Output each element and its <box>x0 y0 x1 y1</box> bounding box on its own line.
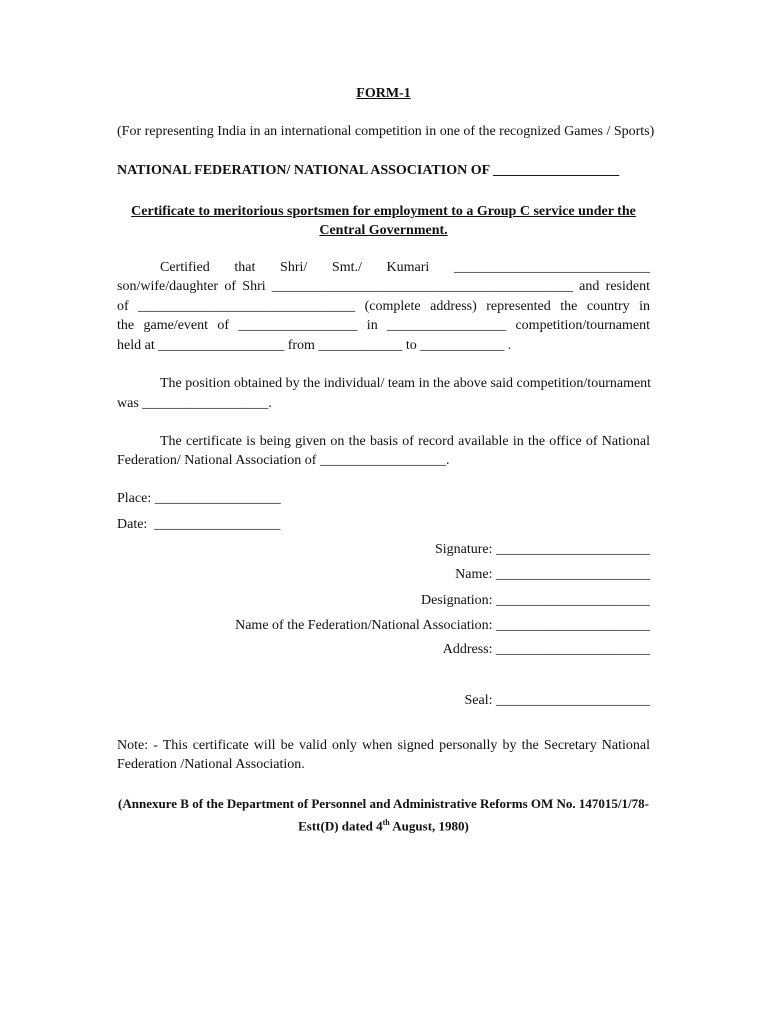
note-line2: Federation /National Association. <box>117 757 305 772</box>
annexure-line2-b: August, 1980) <box>389 818 469 834</box>
p1-word-shri: Shri/ <box>280 260 308 275</box>
annexure-reference <box>117 794 650 835</box>
federation-name-field[interactable]: Name of the Federation/National Association: ______________________ <box>235 618 650 633</box>
p1-word-smt: Smt./ <box>331 260 362 275</box>
name-field[interactable]: Name: ______________________ <box>455 567 650 582</box>
paragraph2-line1: The position obtained by the individual/ team in the above said competition/tournament <box>160 376 652 391</box>
p1-word-that: that <box>234 260 256 275</box>
signature-field[interactable]: Signature: ______________________ <box>434 542 650 557</box>
paragraph3-line1: The certificate is being given on the basis of record available in the office of National <box>160 434 650 449</box>
form-title: FORM-1 <box>356 86 411 101</box>
paragraph1-line5: held at __________________ from ____________ to ____________ . <box>117 338 512 353</box>
certificate-heading-line2: Central Government. <box>319 223 448 238</box>
annexure-line1: (Annexure B of the Department of Personnel and Administrative Reforms OM No. 147015/1/78- <box>118 796 649 811</box>
note-line1: Note: - This certificate will be valid only when signed personally by the Secretary National <box>117 738 650 753</box>
certificate-heading <box>117 202 650 240</box>
p1-word-kumari: Kumari <box>386 260 430 275</box>
paragraph1-line3: of _______________________________ (complete address) represented the country in <box>117 299 650 314</box>
certificate-heading-line1: Certificate to meritorious sportsmen for employment to a Group C service under the <box>131 204 636 219</box>
paragraph2-line2: was __________________. <box>117 396 272 411</box>
paragraph1-line4: the game/event of _________________ in _________________ competition/tournament <box>117 318 650 333</box>
annexure-line2-sup: th <box>382 818 390 827</box>
form-subtitle: (For representing India in an international competition in one of the recognized Games / Sports) <box>117 124 655 139</box>
annexure-line2-a: Estt(D) dated 4 <box>298 818 383 834</box>
paragraph1-line1 <box>117 258 650 277</box>
place-field[interactable]: Place: __________________ <box>117 491 281 506</box>
p1-name-blank: ____________________________ <box>453 260 650 275</box>
designation-field[interactable]: Designation: ______________________ <box>420 593 650 608</box>
paragraph1-line2: son/wife/daughter of Shri ___________________________________________ and resident <box>117 279 650 294</box>
p1-word-certified: Certified <box>160 260 210 275</box>
seal-field[interactable]: Seal: ______________________ <box>464 693 650 708</box>
federation-line: NATIONAL FEDERATION/ NATIONAL ASSOCIATION OF __________________ <box>117 163 620 178</box>
address-field[interactable]: Address: ______________________ <box>442 642 650 657</box>
paragraph3-line2: Federation/ National Association of __________________. <box>117 453 450 468</box>
date-field[interactable]: Date: __________________ <box>117 517 281 532</box>
